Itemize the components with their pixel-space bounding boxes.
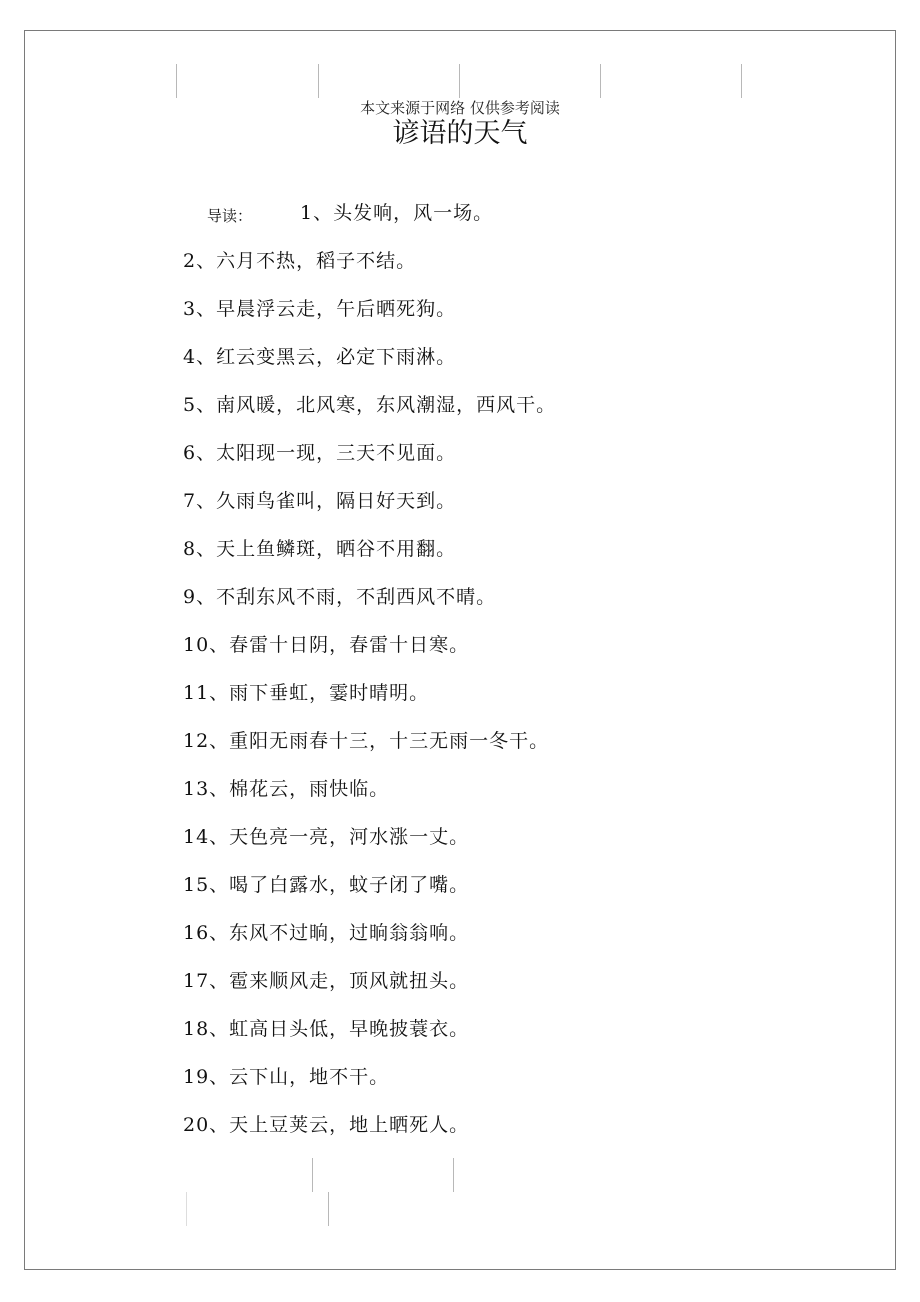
proverb-item: 11、雨下垂虹，霎时晴明。 (183, 682, 430, 704)
proverb-item: 1、头发响，风一场。 (300, 202, 494, 224)
proverb-item: 6、太阳现一现，三天不见面。 (183, 442, 457, 464)
proverb-item: 3、早晨浮云走，午后晒死狗。 (183, 298, 457, 320)
header-tick (741, 64, 742, 98)
proverb-item: 10、春雷十日阴，春雷十日寒。 (183, 634, 470, 656)
footer-tick (328, 1192, 329, 1226)
proverb-item: 8、天上鱼鳞斑，晒谷不用翻。 (183, 538, 457, 560)
proverb-item: 2、六月不热，稻子不结。 (183, 250, 417, 272)
proverb-item: 4、红云变黑云，必定下雨淋。 (183, 346, 457, 368)
footer-tick (312, 1158, 313, 1192)
header-tick (176, 64, 177, 98)
proverb-item: 18、虹高日头低，早晚披蓑衣。 (183, 1018, 470, 1040)
proverb-item: 14、天色亮一亮，河水涨一丈。 (183, 826, 470, 848)
proverb-item: 5、南风暖，北风寒，东风潮湿，西风干。 (183, 394, 557, 416)
header-tick (318, 64, 319, 98)
footer-tick (186, 1192, 187, 1226)
footer-tick (453, 1158, 454, 1192)
proverb-item: 16、东风不过晌，过晌翁翁响。 (183, 922, 470, 944)
header-tick (600, 64, 601, 98)
header-tick (459, 64, 460, 98)
source-note: 本文来源于网络 仅供参考阅读 (360, 99, 560, 117)
proverb-item: 13、棉花云，雨快临。 (183, 778, 390, 800)
proverb-item: 9、不刮东风不雨，不刮西风不晴。 (183, 586, 497, 608)
proverb-item: 17、雹来顺风走，顶风就扭头。 (183, 970, 470, 992)
proverb-item: 12、重阳无雨春十三，十三无雨一冬干。 (183, 730, 550, 752)
proverb-item: 15、喝了白露水，蚊子闭了嘴。 (183, 874, 470, 896)
proverb-item: 19、云下山，地不干。 (183, 1066, 390, 1088)
document-title: 谚语的天气 (392, 118, 528, 149)
proverb-item: 7、久雨鸟雀叫，隔日好天到。 (183, 490, 457, 512)
intro-label: 导读： (207, 207, 253, 225)
proverb-item: 20、天上豆荚云，地上晒死人。 (183, 1114, 470, 1136)
